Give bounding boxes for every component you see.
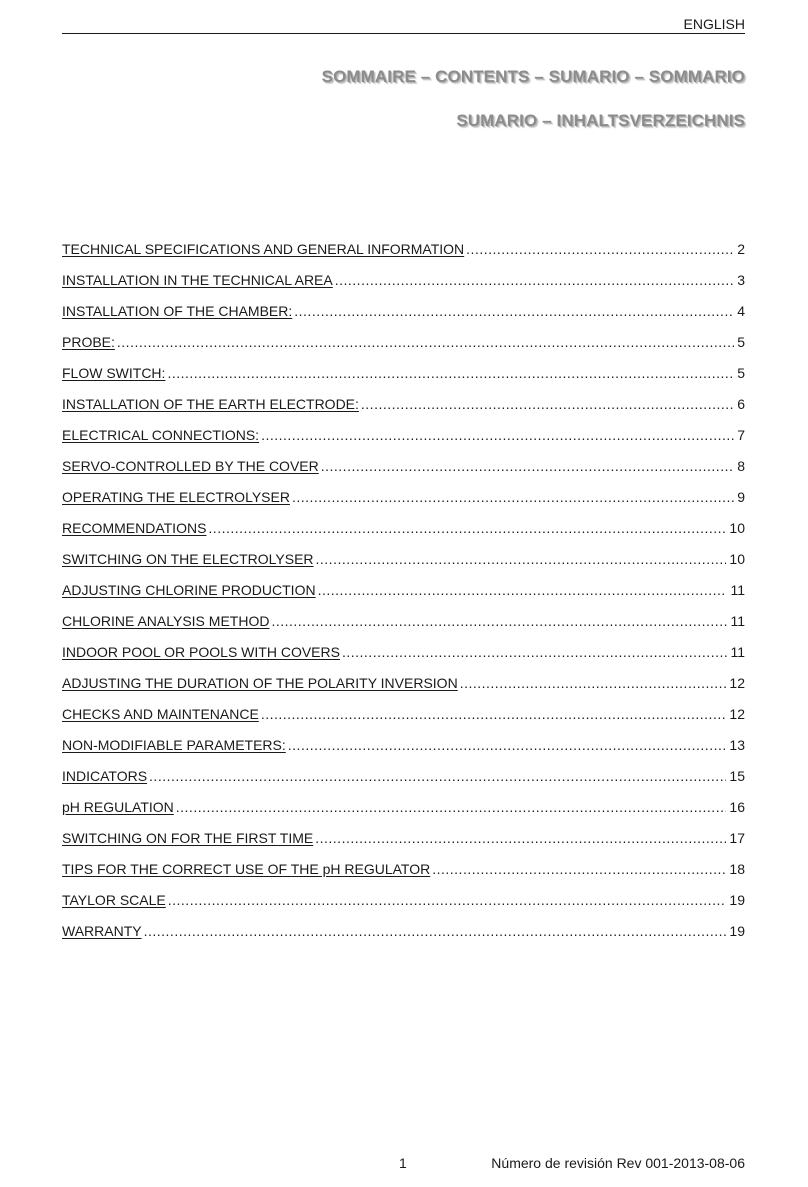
toc-entry-page: 16 [729,799,745,815]
toc-entry[interactable] [62,642,745,673]
toc-entry-title[interactable]: CHECKS AND MAINTENANCE [62,706,259,722]
toc-entry[interactable] [62,611,745,642]
toc-entry-title[interactable]: INDICATORS [62,768,148,784]
toc-dot-leader [117,332,734,352]
toc-entry-page: 11 [730,582,745,598]
toc-dot-leader [288,735,727,755]
toc-entry-page: 15 [729,768,745,784]
toc-dot-leader [294,301,734,321]
toc-entry[interactable] [62,921,745,952]
toc-entry-page: 5 [737,334,745,350]
toc-entry-title[interactable]: INSTALLATION IN THE TECHNICAL AREA [62,272,333,288]
toc-dot-leader [335,270,734,290]
toc-entry-title[interactable]: ELECTRICAL CONNECTIONS: [62,427,260,443]
toc-entry-title[interactable]: INSTALLATION OF THE EARTH ELECTRODE: [62,396,359,412]
toc-entry-title[interactable]: ADJUSTING CHLORINE PRODUCTION [62,582,316,598]
toc-entry[interactable] [62,828,745,859]
toc-dot-leader [261,704,727,724]
toc-entry[interactable] [62,518,745,549]
toc-entry-title[interactable]: ADJUSTING THE DURATION OF THE POLARITY INVERSION [62,675,458,691]
toc-entry-page: 3 [737,272,745,288]
toc-entry[interactable] [62,890,745,921]
toc-entry-page: 19 [729,923,745,939]
toc-dot-leader [144,921,727,941]
toc-entry[interactable] [62,580,745,611]
toc-entry[interactable] [62,456,745,487]
toc-entry[interactable] [62,735,745,766]
toc-dot-leader [271,611,727,631]
toc-entry-title[interactable]: SWITCHING ON THE ELECTROLYSER [62,551,314,567]
toc-entry-title[interactable]: CHLORINE ANALYSIS METHOD [62,613,270,629]
toc-entry-title[interactable]: SWITCHING ON FOR THE FIRST TIME [62,830,314,846]
toc-dot-leader [466,239,734,259]
toc-dot-leader [176,797,727,817]
toc-entry-page: 6 [737,396,745,412]
toc-dot-leader [316,549,727,569]
toc-dot-leader [432,859,726,879]
toc-entry[interactable] [62,270,745,301]
toc-entry-page: 10 [729,551,745,567]
toc-entry[interactable] [62,394,745,425]
toc-dot-leader [342,642,727,662]
toc-entry-page: 4 [737,303,745,319]
header-language-label: ENGLISH [683,16,745,32]
toc-dot-leader [361,394,734,414]
toc-entry-page: 11 [730,644,745,660]
toc-entry-page: 12 [729,706,745,722]
toc-entry-page: 11 [730,613,745,629]
toc-entry-page: 7 [737,427,745,443]
table-of-contents [62,239,745,952]
toc-dot-leader [208,518,726,538]
toc-entry-title[interactable]: pH REGULATION [62,799,174,815]
toc-entry-title[interactable]: NON-MODIFIABLE PARAMETERS: [62,737,286,753]
toc-entry[interactable] [62,487,745,518]
toc-entry-title[interactable]: TECHNICAL SPECIFICATIONS AND GENERAL INFORMATION [62,241,465,257]
toc-entry-page: 9 [737,489,745,505]
toc-entry-page: 2 [737,241,745,257]
toc-entry-page: 12 [729,675,745,691]
toc-entry-title[interactable]: SERVO-CONTROLLED BY THE COVER [62,458,319,474]
toc-entry-title[interactable]: RECOMMENDATIONS [62,520,207,536]
toc-entry-page: 13 [729,737,745,753]
toc-entry-page: 17 [729,830,745,846]
toc-entry-title[interactable]: WARRANTY [62,923,142,939]
toc-dot-leader [315,828,726,848]
toc-entry-title[interactable]: TIPS FOR THE CORRECT USE OF THE pH REGULATOR [62,861,431,877]
toc-dot-leader [292,487,734,507]
footer-page-number: 1 [399,1155,407,1171]
contents-title-line-2: SUMARIO – INHALTSVERZEICHNIS [456,111,745,130]
toc-entry[interactable] [62,363,745,394]
toc-entry-page: 10 [729,520,745,536]
toc-dot-leader [318,580,728,600]
toc-entry[interactable] [62,425,745,456]
toc-entry-title[interactable]: INSTALLATION OF THE CHAMBER: [62,303,293,319]
toc-entry-title[interactable]: INDOOR POOL OR POOLS WITH COVERS [62,644,340,660]
toc-dot-leader [168,890,727,910]
toc-entry[interactable] [62,704,745,735]
toc-entry[interactable] [62,239,745,270]
toc-entry[interactable] [62,766,745,797]
toc-entry[interactable] [62,549,745,580]
toc-entry[interactable] [62,673,745,704]
contents-title-line-1: SOMMAIRE – CONTENTS – SUMARIO – SOMMARIO [321,67,745,86]
toc-entry[interactable] [62,332,745,363]
toc-dot-leader [167,363,734,383]
toc-dot-leader [460,673,727,693]
header-divider [62,33,745,34]
toc-entry-title[interactable]: OPERATING THE ELECTROLYSER [62,489,290,505]
toc-dot-leader [261,425,734,445]
toc-entry-page: 18 [729,861,745,877]
toc-entry[interactable] [62,859,745,890]
toc-entry-title[interactable]: PROBE: [62,334,115,350]
toc-entry-title[interactable]: TAYLOR SCALE [62,892,166,908]
toc-entry-page: 19 [729,892,745,908]
toc-entry-page: 5 [737,365,745,381]
toc-dot-leader [321,456,734,476]
toc-dot-leader [149,766,726,786]
toc-entry[interactable] [62,797,745,828]
toc-entry-page: 8 [737,458,745,474]
toc-entry-title[interactable]: FLOW SWITCH: [62,365,166,381]
toc-entry[interactable] [62,301,745,332]
footer-revision: Número de revisión Rev 001-2013-08-06 [491,1155,745,1171]
